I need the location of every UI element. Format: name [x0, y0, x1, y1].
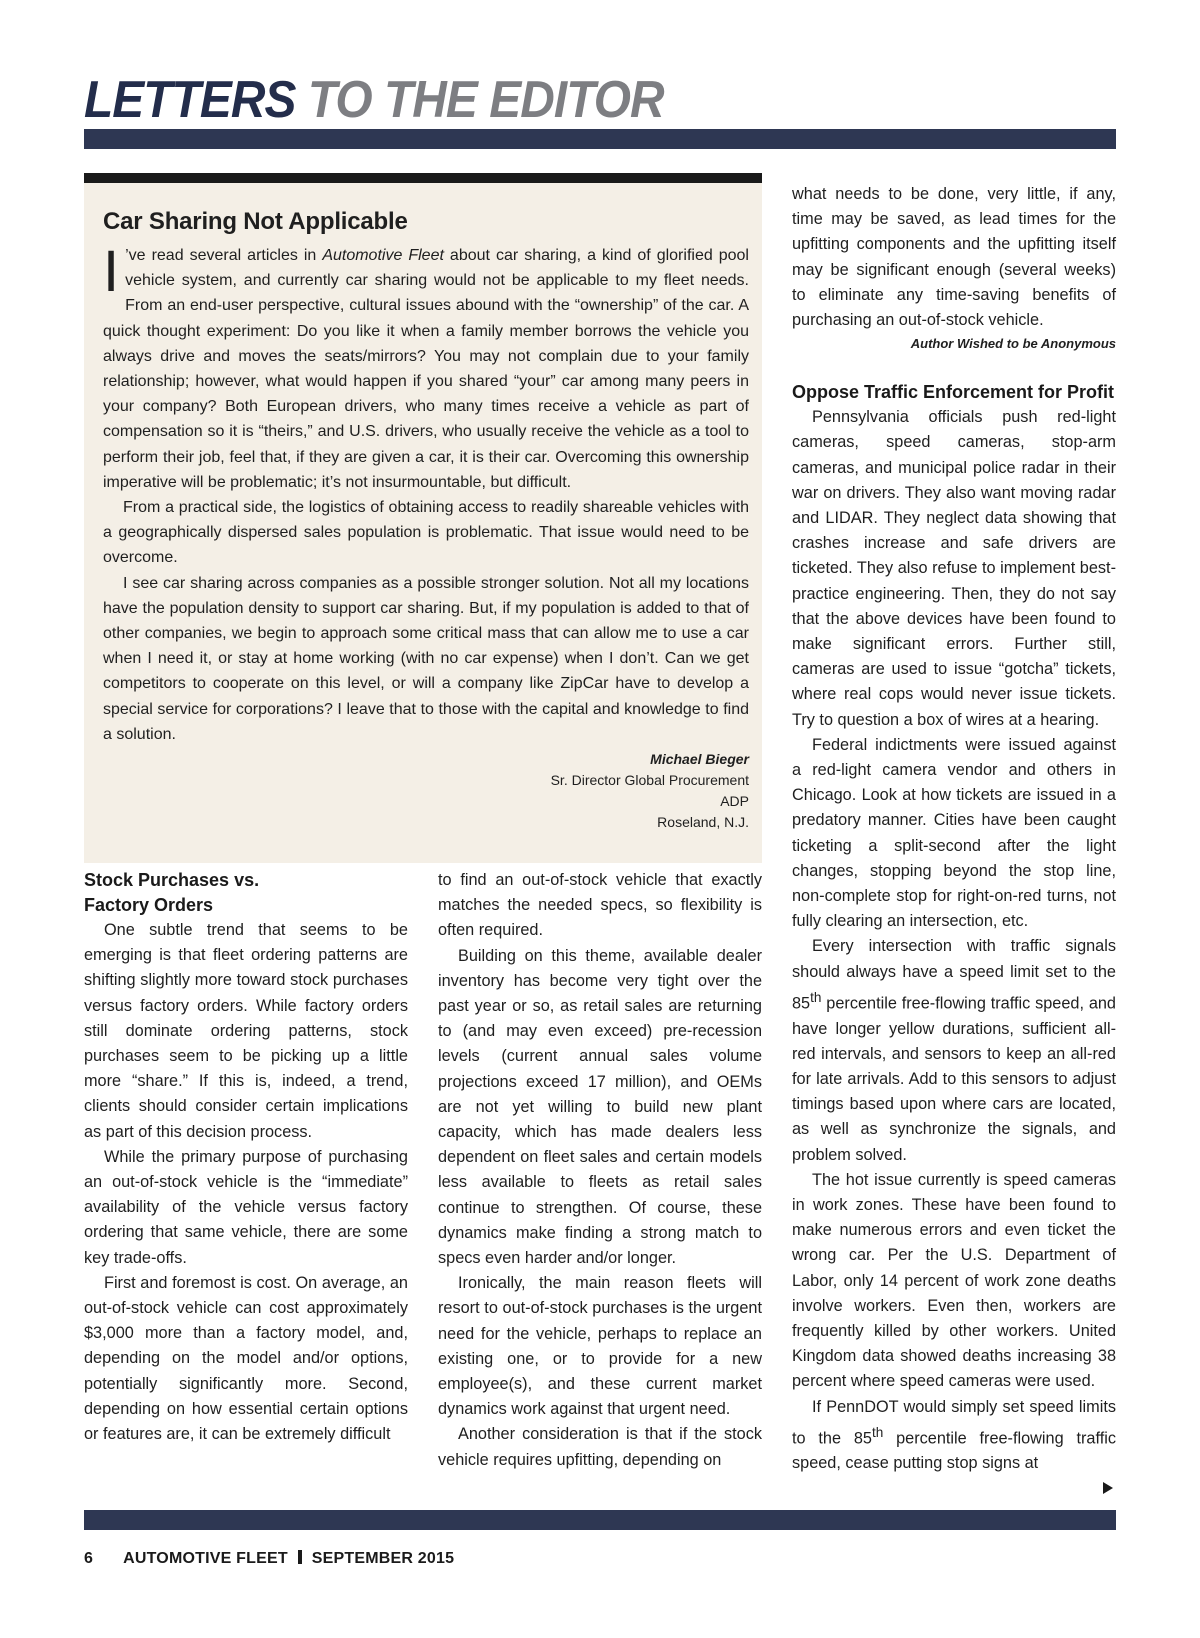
publication-title: AUTOMOTIVE FLEET [123, 1550, 288, 1567]
signature-title: Sr. Director Global Procurement [550, 772, 749, 789]
signature-company: ADP [720, 793, 749, 810]
featured-paragraph: I ’ve read several articles in Automotive Fleet about car sharing, a kind of glorified pool vehicle system, and currently car sharing would not be applicable to my fleet needs. From an end-user perspective, cultural issues abound with the “ownership” of the car. A quick thought experiment: Do you like it when a family member borrows the vehicle you always drive and moves the seats/mirrors? You may not complain due to your family relationship; however, what would happen if you shared “your” car among many peers in your company? Both European drivers, who many times receive a vehicle as part of compensation so it is “theirs,” and U.S. drivers, who usually receive the vehicle as a tool to perform their job, feel that, if they are given a car, it is their car. Overcoming this ownership imperative will be problematic; it’s not insurmountable, but difficult. [103, 239, 749, 491]
stock-letter-title: Stock Purchases vs. Factory Orders [84, 870, 260, 915]
featured-letter-box [84, 173, 762, 863]
stock-paragraph: to find an out-of-stock vehicle that exactly matches the needed specs, so flexibility is often required. [438, 871, 762, 940]
featured-paragraph: From a practical side, the logistics of obtaining access to readily shareable vehicles with a geographically dispersed sales population is problematic. That issue would need to be overcome. [103, 499, 749, 567]
stock-paragraph: One subtle trend that seems to be emerging is that fleet ordering patterns are shifting slightly more toward stock purchases versus factory orders. While factory orders still dominate ordering patterns, stock purchases seem to be picking up a little more “share.” If this is, indeed, a trend, clients should consider certain implications as part of this decision process. [84, 921, 408, 1141]
stock-paragraph: what needs to be done, very little, if any, time may be saved, as lead times for the upfitting components and the upfitting itself may be significant enough (several weeks) to eliminate any time-saving benefits of purchasing an out-of-stock vehicle. [792, 185, 1116, 330]
featured-letter-body [103, 239, 749, 747]
drop-cap: I [103, 239, 120, 304]
continue-arrow-icon [1103, 1482, 1113, 1494]
page-footer [84, 1550, 454, 1568]
header-rule [84, 129, 1116, 149]
featured-letter-title: Car Sharing Not Applicable [103, 208, 408, 235]
column-right [792, 182, 1116, 1477]
anonymous-byline: Author Wished to be Anonymous [910, 336, 1116, 352]
signature-block [103, 749, 749, 833]
page-number: 6 [84, 1550, 94, 1567]
stock-paragraph: First and foremost is cost. On average, an out-of-stock vehicle can cost approximately $3,000 more than a factory model, and, depending on the model and/or options, potentially significantly more. Second, depending on how essential certain options or features are, it can be extremely difficult [84, 1273, 408, 1444]
footer-rule [84, 1510, 1116, 1530]
publication-name: Automotive Fleet [322, 247, 444, 264]
traffic-paragraph: If PennDOT would simply set speed limits to the 85th percentile free-flowing traffic speed, cease putting stop signs at [792, 1397, 1116, 1473]
footer-separator [298, 1550, 302, 1564]
issue-date: SEPTEMBER 2015 [311, 1550, 455, 1567]
traffic-letter-title: Oppose Traffic Enforcement for Profit [792, 382, 1115, 403]
stock-paragraph: Another consideration is that if the stock vehicle requires upfitting, depending on [438, 1425, 762, 1469]
traffic-paragraph: The hot issue currently is speed cameras in work zones. These have been found to make numerous errors and even ticket the wrong car. Per the U.S. Department of Labor, only 14 percent of work zone deaths involve workers. Even then, workers are frequently killed by other workers. United Kingdom data showed deaths increasing 38 percent where speed cameras were used. [792, 1170, 1116, 1391]
stock-paragraph: Building on this theme, available dealer inventory has become very tight over the past year or so, as retail sales are returning to (and may even exceed) pre-recession levels (current annual sales volume projections exceed 17 million), and OEMs are not yet willing to build new plant capacity, which has made dealers less dependent on fleet sales and certain models less available to fleets as retail sales continue to strengthen. Of course, these dynamics make finding a strong match to specs even harder and/or longer. [438, 946, 762, 1268]
traffic-paragraph: Pennsylvania officials push red-light cameras, speed cameras, stop-arm cameras, and municipal police radar in their war on drivers. They also want moving radar and LIDAR. They neglect data showing that crashes increase and safe drivers are ticketed. They also refuse to implement best-practice engineering. Then, they do not say that the above devices have been found to make significant errors. Further still, cameras are used to issue “gotcha” tickets, where real cops would never issue tickets. Try to question a box of wires at a hearing. [792, 408, 1116, 729]
column-left [84, 868, 408, 1447]
traffic-paragraph: Federal indictments were issued against a red-light camera vendor and others in Chicago. Look at how tickets are issued in a predatory manner. Cities have been caught ticketing a split-second after the light changes, stopping beyond the stop line, non-complete stop for right-on-red turns, not fully clearing an intersection, etc. [792, 735, 1116, 931]
column-middle [438, 868, 762, 1473]
stock-paragraph: Ironically, the main reason fleets will resort to out-of-stock purchases is the urgent need for the vehicle, perhaps to replace an existing one, or to provide for a new employee(s), and these current market dynamics work against that urgent need. [438, 1274, 762, 1419]
stock-paragraph: While the primary purpose of purchasing an out-of-stock vehicle is the “immediate” availability of the vehicle versus factory ordering that same vehicle, there are some key trade-offs. [84, 1147, 408, 1267]
featured-paragraph: I see car sharing across companies as a possible stronger solution. Not all my locations have the population density to support car sharing. But, if my population is added to that of other companies, we begin to approach some critical mass that can allow me to use a car when I need it, or stay at home working (with no car expense) when I don’t. Can we get competitors to cooperate on this level, or will a company like ZipCar have to develop a special service for corporations? I leave that to those with the capital and knowledge to find a solution. [103, 574, 749, 743]
section-title [84, 70, 664, 130]
section-title-word2: TO THE EDITOR [307, 71, 664, 129]
signature-location: Roseland, N.J. [657, 814, 749, 831]
signature-name: Michael Bieger [650, 751, 749, 768]
traffic-paragraph: Every intersection with traffic signals should always have a speed limit set to the 85th percentile free-flowing traffic speed, and have longer yellow durations, sufficient all-red intervals, and sensors to keep an all-red for late arrivals. Add to this sensors to adjust timings based upon where cars are located, as well as synchronize the signals, and problem solved. [792, 937, 1116, 1164]
section-title-word1: LETTERS [84, 71, 296, 129]
